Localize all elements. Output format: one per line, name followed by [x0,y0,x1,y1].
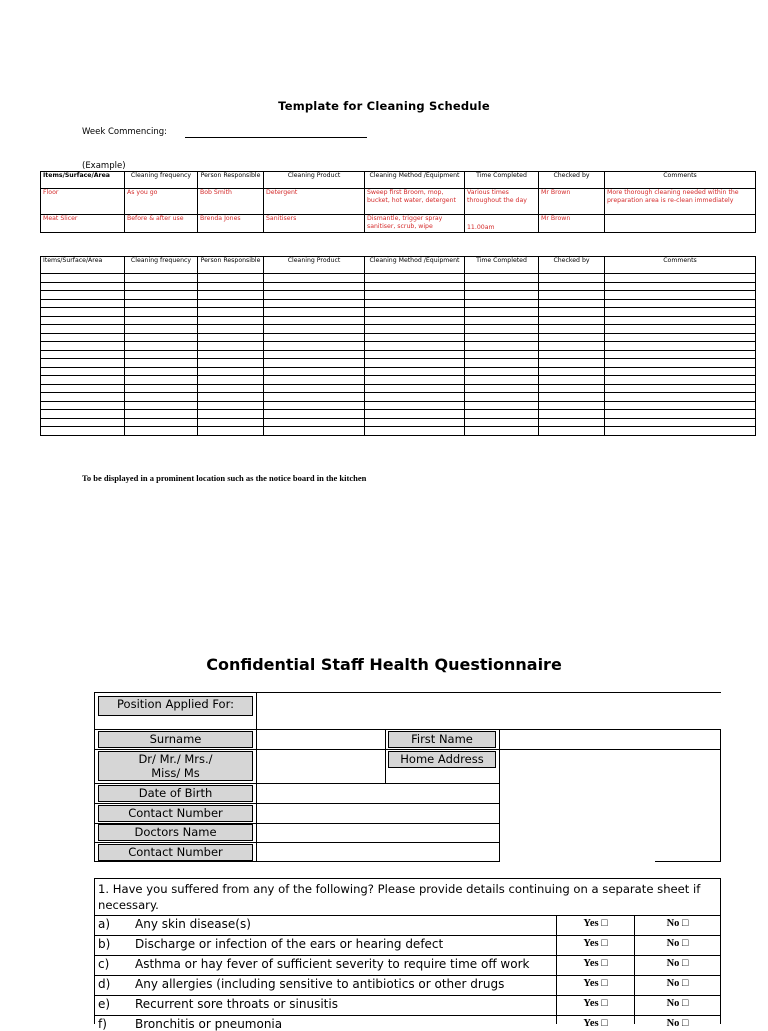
blank-cell[interactable] [41,376,125,385]
blank-cell[interactable] [539,282,605,291]
blank-cell[interactable] [198,291,264,300]
question-item-letter: a) [98,917,111,931]
no-checkbox[interactable]: No □ [666,938,689,949]
blank-cell[interactable] [365,367,465,376]
blank-cell[interactable] [605,308,756,317]
blank-cell[interactable] [605,299,756,308]
divider [94,842,500,843]
blank-cell[interactable] [198,308,264,317]
blank-cell[interactable] [539,359,605,368]
blank-cell[interactable] [41,418,125,427]
blank-cell[interactable] [465,376,539,385]
blank-cell[interactable] [465,316,539,325]
blank-cell[interactable] [465,359,539,368]
header-cell: Comments [605,172,756,189]
header-cell: Cleaning Product [264,172,365,189]
blank-cell[interactable] [605,325,756,334]
blank-cell[interactable] [198,393,264,402]
blank-row [41,325,756,334]
blank-cell[interactable] [539,316,605,325]
question-row-divider [94,975,721,976]
divider [94,783,500,784]
question-item-letter: c) [98,957,110,971]
question-item-letter: f) [98,1017,107,1031]
blank-row [41,274,756,283]
question-item-text: Discharge or infection of the ears or hearing defect [135,937,444,951]
blank-cell[interactable] [605,282,756,291]
blank-cell[interactable] [539,384,605,393]
divider [385,729,386,783]
blank-cell[interactable] [41,367,125,376]
blank-cell[interactable] [539,308,605,317]
example-row [41,189,756,215]
blank-cell[interactable] [264,299,365,308]
blank-cell[interactable] [125,291,198,300]
blank-cell[interactable] [198,316,264,325]
blank-cell[interactable] [264,376,365,385]
blank-row [41,427,756,436]
blank-cell[interactable] [125,393,198,402]
example-cell: Sweep first Broom, mop, bucket, hot water, detergent [365,189,465,215]
blank-cell[interactable] [605,427,756,436]
blank-schedule-table [40,256,756,436]
question-row-divider [94,955,721,956]
blank-cell[interactable] [365,384,465,393]
blank-cell[interactable] [365,359,465,368]
header-cell: Person Responsible [198,172,264,189]
blank-cell[interactable] [605,384,756,393]
doctors-contact-number-label: Contact Number [98,844,253,861]
blank-cell[interactable] [125,350,198,359]
header-cell: Cleaning frequency [125,257,198,274]
question-item-letter: d) [98,977,111,991]
example-cell: Detergent [264,189,365,215]
blank-cell[interactable] [41,427,125,436]
example-schedule-table [40,171,756,233]
no-checkbox[interactable]: No □ [666,918,689,929]
blank-cell[interactable] [198,410,264,419]
blank-cell[interactable] [41,282,125,291]
blank-cell[interactable] [264,282,365,291]
first-name-label: First Name [388,731,496,748]
blank-cell[interactable] [605,359,756,368]
week-commencing-line[interactable] [185,137,367,138]
blank-cell[interactable] [125,427,198,436]
blank-cell[interactable] [465,333,539,342]
blank-cell[interactable] [465,342,539,351]
blank-cell[interactable] [264,350,365,359]
blank-header-row [41,257,756,274]
blank-cell[interactable] [264,410,365,419]
blank-row [41,333,756,342]
blank-cell[interactable] [125,282,198,291]
blank-cell[interactable] [365,308,465,317]
blank-cell[interactable] [264,308,365,317]
example-cell: Mr Brown [539,215,605,233]
header-cell: Items/Surface/Area [41,257,125,274]
blank-cell[interactable] [605,376,756,385]
blank-cell[interactable] [264,342,365,351]
blank-cell[interactable] [365,325,465,334]
header-cell: Comments [605,257,756,274]
blank-cell[interactable] [365,427,465,436]
blank-cell[interactable] [605,333,756,342]
header-cell: Items/Surface/Area [41,172,125,189]
blank-row [41,359,756,368]
example-cell: More thorough cleaning needed within the preparation area is re-clean immediately [605,189,756,215]
blank-cell[interactable] [539,427,605,436]
blank-cell[interactable] [125,299,198,308]
blank-cell[interactable] [264,418,365,427]
title-label [98,751,253,781]
blank-cell[interactable] [41,393,125,402]
question-item-text: Any allergies (including sensitive to antibiotics or other drugs [135,977,505,991]
blank-row [41,384,756,393]
form-top-border [94,692,721,693]
blank-cell[interactable] [41,384,125,393]
question-item-letter: e) [98,997,111,1011]
header-cell: Cleaning Product [264,257,365,274]
blank-cell[interactable] [539,342,605,351]
blank-cell[interactable] [198,376,264,385]
example-cell: 11.00am [465,215,539,233]
contact-number-label: Contact Number [98,805,253,822]
blank-row [41,418,756,427]
blank-row [41,410,756,419]
blank-row [41,342,756,351]
blank-cell[interactable] [264,393,365,402]
example-cell: Various times throughout the day [465,189,539,215]
blank-cell[interactable] [264,427,365,436]
blank-cell[interactable] [605,367,756,376]
blank-cell[interactable] [465,274,539,283]
blank-row [41,393,756,402]
header-cell: Cleaning frequency [125,172,198,189]
blank-cell[interactable] [41,316,125,325]
blank-cell[interactable] [365,291,465,300]
question-item-text: Bronchitis or pneumonia [135,1017,283,1031]
blank-cell[interactable] [41,410,125,419]
blank-cell[interactable] [198,299,264,308]
blank-cell[interactable] [605,291,756,300]
blank-cell[interactable] [198,274,264,283]
example-cell: Dismantle, trigger spray sanitiser, scrub, wipe [365,215,465,233]
example-cell: Before & after use [125,215,198,233]
blank-cell[interactable] [41,342,125,351]
blank-cell[interactable] [539,325,605,334]
example-cell: As you go [125,189,198,215]
blank-cell[interactable] [465,325,539,334]
display-note: To be displayed in a prominent location such as the notice board in the kitchen [82,473,367,483]
header-cell: Time Completed [465,172,539,189]
example-cell: Meat Slicer [41,215,125,233]
blank-cell[interactable] [125,325,198,334]
blank-cell[interactable] [539,274,605,283]
blank-row [41,316,756,325]
question-row-divider [94,915,721,916]
blank-cell[interactable] [465,350,539,359]
blank-cell[interactable] [125,384,198,393]
blank-cell[interactable] [465,299,539,308]
example-cell: Sanitisers [264,215,365,233]
blank-cell[interactable] [539,367,605,376]
blank-cell[interactable] [198,350,264,359]
blank-cell[interactable] [198,384,264,393]
blank-cell[interactable] [264,359,365,368]
question1-text: 1. Have you suffered from any of the following? Please provide details continuing on a separate sheet if necessary. [98,882,701,912]
blank-cell[interactable] [125,367,198,376]
blank-row [41,299,756,308]
blank-row [41,308,756,317]
home-address-label: Home Address [388,751,496,768]
blank-cell[interactable] [605,401,756,410]
blank-cell[interactable] [264,367,365,376]
blank-cell[interactable] [365,401,465,410]
blank-cell[interactable] [365,333,465,342]
yes-checkbox[interactable]: Yes □ [583,1018,608,1029]
blank-cell[interactable] [365,274,465,283]
blank-cell[interactable] [125,274,198,283]
blank-cell[interactable] [365,299,465,308]
example-cell: Bob Smith [198,189,264,215]
blank-cell[interactable] [198,401,264,410]
header-cell: Person Responsible [198,257,264,274]
blank-cell[interactable] [465,367,539,376]
blank-cell[interactable] [41,401,125,410]
questionnaire-title: Confidential Staff Health Questionnaire [206,655,562,674]
blank-cell[interactable] [264,333,365,342]
example-header-row [41,172,756,189]
divider [94,749,721,750]
header-cell: Cleaning Method /Equipment [365,172,465,189]
blank-cell[interactable] [465,308,539,317]
question-item-text: Any skin disease(s) [135,917,251,931]
divider [256,692,257,730]
example-cell: Floor [41,189,125,215]
blank-cell[interactable] [365,342,465,351]
blank-cell[interactable] [539,333,605,342]
blank-cell[interactable] [465,282,539,291]
header-cell: Time Completed [465,257,539,274]
blank-cell[interactable] [41,274,125,283]
yes-checkbox[interactable]: Yes □ [583,918,608,929]
yes-checkbox[interactable]: Yes □ [583,998,608,1009]
blank-cell[interactable] [198,342,264,351]
blank-cell[interactable] [539,410,605,419]
blank-cell[interactable] [125,418,198,427]
blank-cell[interactable] [605,393,756,402]
yes-checkbox[interactable]: Yes □ [583,958,608,969]
blank-cell[interactable] [264,274,365,283]
blank-cell[interactable] [125,359,198,368]
blank-cell[interactable] [539,418,605,427]
blank-cell[interactable] [539,376,605,385]
blank-cell[interactable] [41,299,125,308]
blank-cell[interactable] [365,376,465,385]
blank-cell[interactable] [465,384,539,393]
blank-cell[interactable] [605,418,756,427]
blank-cell[interactable] [539,350,605,359]
blank-cell[interactable] [539,291,605,300]
blank-cell[interactable] [365,410,465,419]
question-item-text: Recurrent sore throats or sinusitis [135,997,338,1011]
no-checkbox[interactable]: No □ [666,998,689,1009]
blank-cell[interactable] [605,350,756,359]
blank-cell[interactable] [125,410,198,419]
blank-cell[interactable] [465,427,539,436]
question-row-divider [94,935,721,936]
no-checkbox[interactable]: No □ [666,1018,689,1029]
blank-cell[interactable] [198,325,264,334]
blank-cell[interactable] [125,333,198,342]
divider [94,861,500,862]
blank-cell[interactable] [264,325,365,334]
yes-checkbox[interactable]: Yes □ [583,938,608,949]
blank-cell[interactable] [198,418,264,427]
blank-cell[interactable] [365,316,465,325]
blank-cell[interactable] [41,291,125,300]
example-cell: Brenda Jones [198,215,264,233]
example-cell [605,215,756,233]
yes-checkbox[interactable]: Yes □ [583,978,608,989]
form-left-border [94,692,95,862]
blank-cell[interactable] [365,393,465,402]
header-cell: Checked by [539,172,605,189]
divider [94,803,500,804]
blank-cell[interactable] [365,418,465,427]
no-checkbox[interactable]: No □ [666,978,689,989]
blank-row [41,291,756,300]
blank-cell[interactable] [41,333,125,342]
question-item-letter: b) [98,937,111,951]
question-row-divider [94,995,721,996]
blank-cell[interactable] [264,291,365,300]
question-row-divider [94,1015,721,1016]
surname-label: Surname [98,731,253,748]
example-label: (Example) [82,161,126,171]
blank-cell[interactable] [198,282,264,291]
blank-cell[interactable] [264,401,365,410]
divider [655,861,721,862]
blank-cell[interactable] [41,308,125,317]
blank-row [41,367,756,376]
blank-cell[interactable] [465,393,539,402]
blank-cell[interactable] [539,299,605,308]
blank-cell[interactable] [41,359,125,368]
blank-cell[interactable] [264,384,365,393]
question-item-text: Asthma or hay fever of sufficient severity to require time off work [135,957,530,971]
dob-label: Date of Birth [98,785,253,802]
blank-cell[interactable] [125,308,198,317]
blank-cell[interactable] [41,350,125,359]
blank-cell[interactable] [198,427,264,436]
blank-cell[interactable] [198,359,264,368]
blank-cell[interactable] [465,401,539,410]
blank-cell[interactable] [365,350,465,359]
blank-cell[interactable] [465,291,539,300]
blank-cell[interactable] [605,410,756,419]
no-checkbox[interactable]: No □ [666,958,689,969]
blank-cell[interactable] [125,316,198,325]
header-cell: Checked by [539,257,605,274]
example-cell: Mr Brown [539,189,605,215]
blank-cell[interactable] [198,333,264,342]
example-row [41,215,756,233]
divider [94,729,721,730]
header-cell: Cleaning Method /Equipment [365,257,465,274]
blank-cell[interactable] [465,410,539,419]
blank-row [41,282,756,291]
blank-cell[interactable] [125,342,198,351]
blank-cell[interactable] [465,418,539,427]
blank-cell[interactable] [264,316,365,325]
blank-cell[interactable] [605,316,756,325]
blank-cell[interactable] [125,401,198,410]
title-label-line1: Dr/ Mr./ Mrs./ [138,752,213,766]
blank-cell[interactable] [605,342,756,351]
blank-row [41,401,756,410]
blank-row [41,376,756,385]
blank-cell[interactable] [365,282,465,291]
cleaning-schedule-title: Template for Cleaning Schedule [278,99,490,113]
week-commencing-label: Week Commencing: [82,127,167,137]
blank-row [41,350,756,359]
blank-cell[interactable] [605,274,756,283]
doctors-name-label: Doctors Name [98,824,253,841]
blank-cell[interactable] [539,401,605,410]
blank-cell[interactable] [539,393,605,402]
position-applied-label: Position Applied For: [98,696,253,716]
blank-cell[interactable] [41,325,125,334]
blank-cell[interactable] [125,376,198,385]
blank-cell[interactable] [198,367,264,376]
title-label-line2: Miss/ Ms [151,766,200,780]
